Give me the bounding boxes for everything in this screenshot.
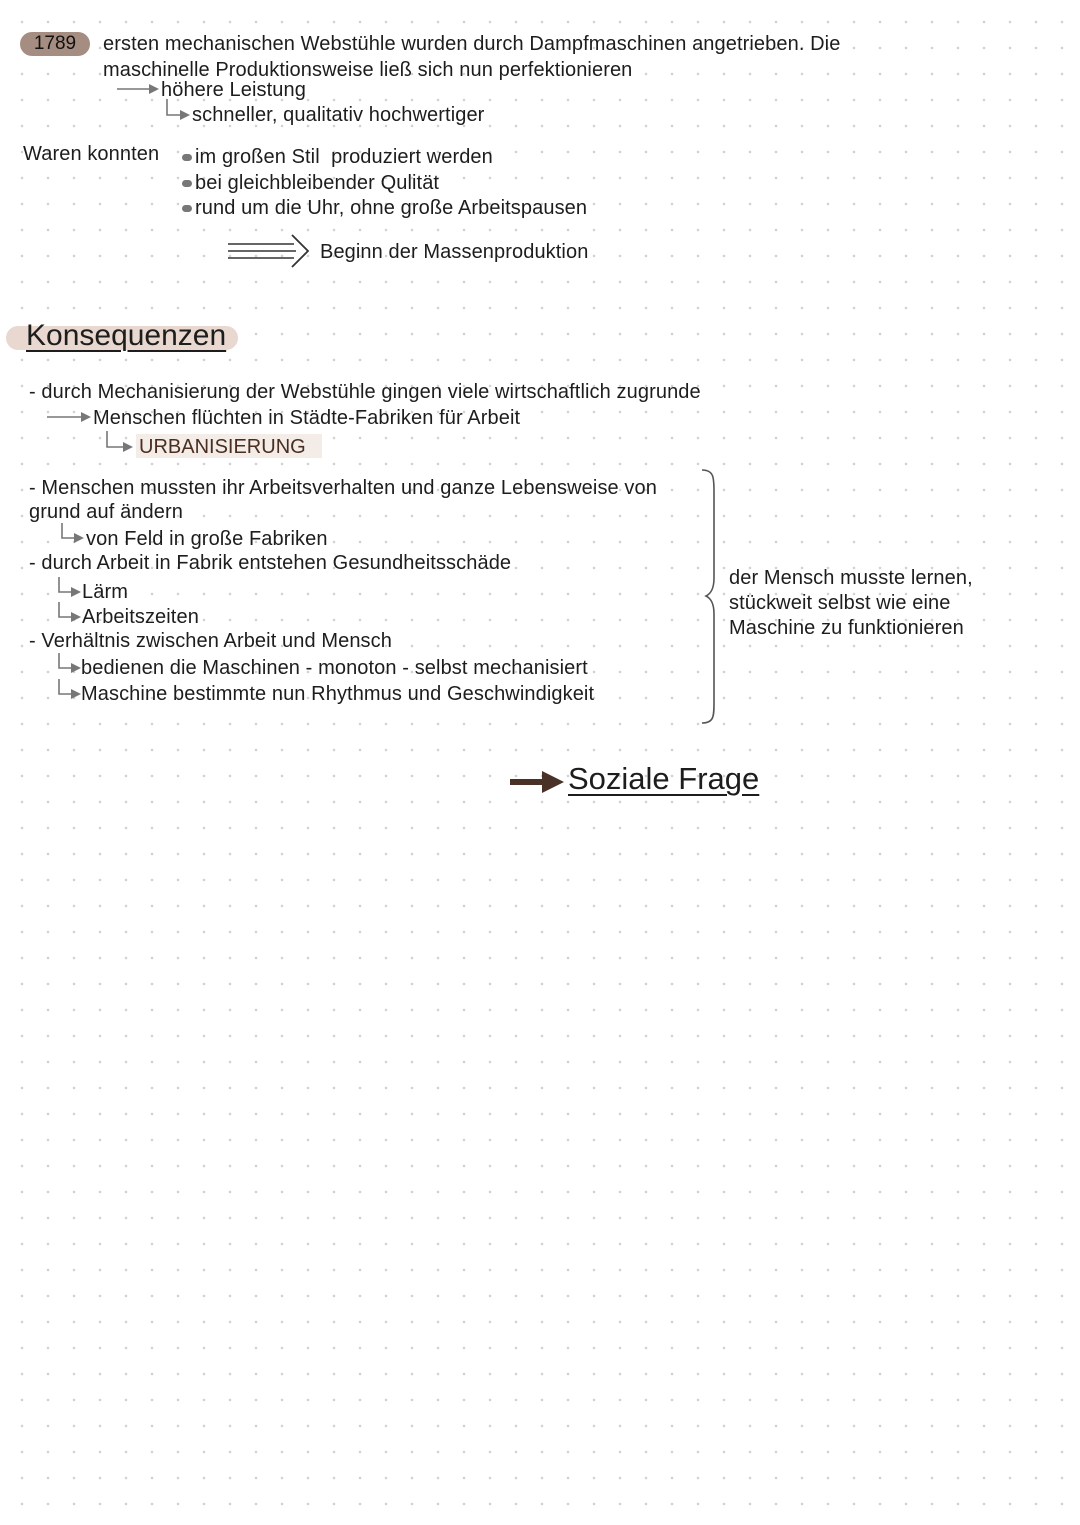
return-arrow-icon <box>163 98 193 122</box>
arrow-right-icon <box>47 409 95 425</box>
double-arrow-icon <box>226 232 316 270</box>
konsequenz-1-sub: Menschen flüchten in Städte-Fabriken für Arbeit <box>93 407 521 429</box>
intro-sub-2: schneller, qualitativ hochwertiger <box>192 104 485 126</box>
intro-line-2: maschinelle Produktionsweise ließ sich nun perfektionieren <box>103 59 633 81</box>
intro-sub-1: höhere Leistung <box>161 79 306 101</box>
soziale-frage-label: Soziale Frage <box>568 761 760 796</box>
thick-arrow-icon <box>510 770 566 794</box>
side-note-line-2: stückweit selbst wie eine <box>729 592 951 614</box>
waren-label: Waren konnten <box>23 143 160 165</box>
konsequenz-4-sub-2: Maschine bestimmte nun Rhythmus und Geschwindigkeit <box>81 683 595 705</box>
intro-line-1: ersten mechanischen Webstühle wurden durch Dampfmaschinen angetrieben. Die <box>103 33 841 55</box>
bullet-icon <box>182 180 192 187</box>
waren-item-3: rund um die Uhr, ohne große Arbeitspausen <box>195 197 588 219</box>
year-badge: 1789 <box>20 32 90 56</box>
waren-item-2: bei gleichbleibender Qulität <box>195 172 440 194</box>
side-note-line-1: der Mensch musste lernen, <box>729 567 973 589</box>
bullet-icon <box>182 205 192 212</box>
urbanisierung-label: URBANISIERUNG <box>139 436 306 458</box>
konsequenz-3-sub-2: Arbeitszeiten <box>82 606 199 628</box>
konsequenz-3-sub-1: Lärm <box>82 581 128 603</box>
arrow-right-icon <box>117 81 163 97</box>
curly-brace-icon <box>698 468 724 726</box>
konsequenz-2-sub: von Feld in große Fabriken <box>86 528 328 550</box>
return-arrow-icon <box>58 522 88 546</box>
return-arrow-icon <box>55 601 85 625</box>
konsequenz-3: - durch Arbeit in Fabrik entstehen Gesundheitsschäde <box>29 552 512 574</box>
waren-result: Beginn der Massenproduktion <box>320 241 589 263</box>
konsequenz-4-sub-1: bedienen die Maschinen - monoton - selbst mechanisiert <box>81 657 588 679</box>
konsequenz-2-line-1: - Menschen mussten ihr Arbeitsverhalten und ganze Lebensweise von <box>29 477 657 499</box>
bullet-icon <box>182 154 192 161</box>
return-arrow-icon <box>55 576 85 600</box>
konsequenz-1: - durch Mechanisierung der Webstühle gingen viele wirtschaftlich zugrunde <box>29 381 701 403</box>
konsequenzen-heading: Konsequenzen <box>26 319 227 352</box>
side-note-line-3: Maschine zu funktionieren <box>729 617 964 639</box>
konsequenz-4: - Verhältnis zwischen Arbeit und Mensch <box>29 630 392 652</box>
konsequenz-2-line-2: grund auf ändern <box>29 501 183 523</box>
return-arrow-icon <box>103 430 137 454</box>
waren-item-1: im großen Stil produziert werden <box>195 146 493 168</box>
